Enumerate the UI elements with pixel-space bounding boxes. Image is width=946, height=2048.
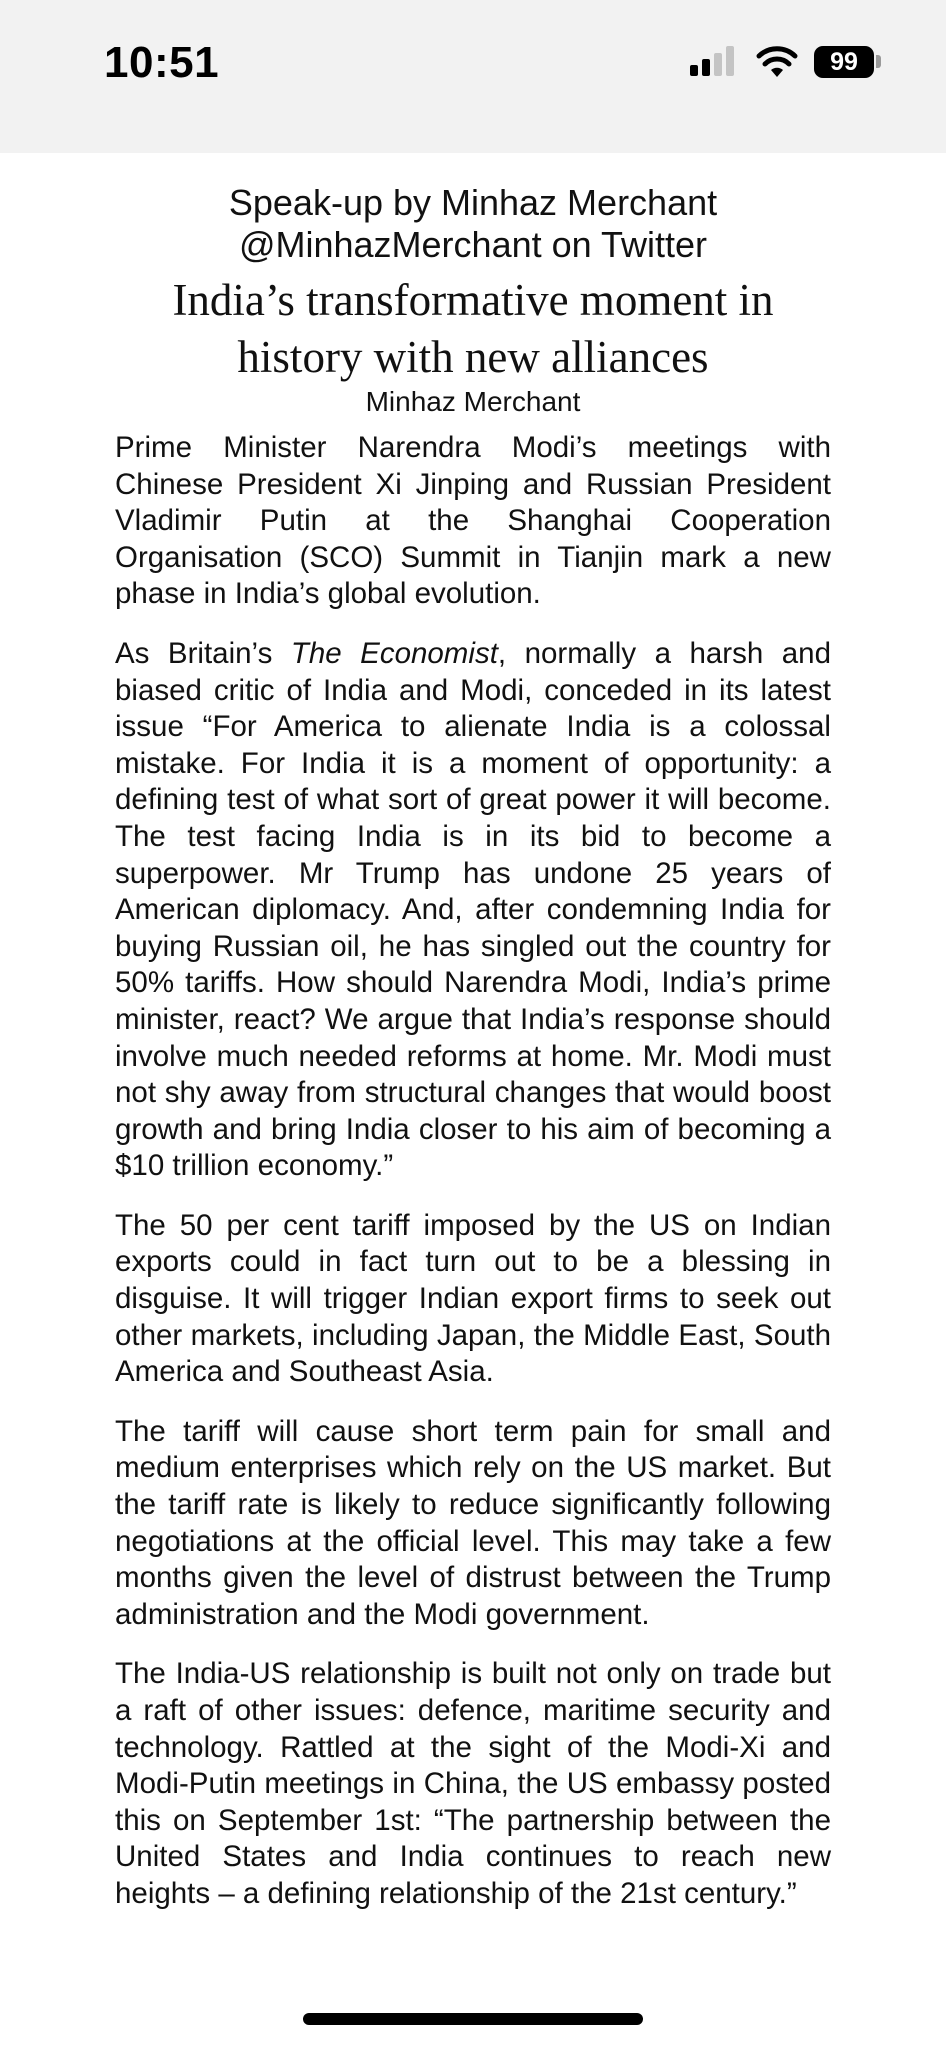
cellular-signal-icon	[690, 46, 738, 76]
battery-tip	[876, 55, 881, 68]
battery-icon: 99	[814, 46, 874, 78]
home-indicator[interactable]	[303, 2013, 643, 2025]
paragraph-5: The India-US relationship is built not only on trade but a raft of other issues: defence, maritime security and technology. Rattled at the sight of the Modi-Xi and Modi-Putin meetings in China, the US embassy posted this on September 1st: “The partnership between the United States and India continues to reach new heights – a defining relationship of the 21st century.”	[115, 1657, 831, 1910]
status-time: 10:51	[104, 38, 220, 87]
publication-name: The Economist	[290, 636, 498, 670]
twitter-handle: @MinhazMerchant on Twitter	[238, 224, 708, 265]
headline-line-2: history with new alliances	[237, 332, 709, 382]
paragraph-3: The 50 per cent tariff imposed by the US on Indian exports could in fact turn out to be a blessing in disguise. It will trigger Indian export firms to seek out other markets, including Japan, the Middle East, South America and Southeast Asia.	[115, 1208, 831, 1389]
headline-line-1: India’s transformative moment in	[172, 275, 774, 325]
headline	[115, 272, 831, 386]
paragraph-2-body: , normally a harsh and biased critic of India and Modi, conceded in its latest issue “For America to alienate India is a colossal mistake. For India it is a moment of opportunity: a defining test of what sort of great power it will become. The test facing India is in its bid to become a superpower. Mr Trump has undone 25 years of American diplomacy. And, after condemning India for buying Russian oil, he has singled out the country for 50% tariffs. How should Narendra Modi, India’s prime minister, react? We argue that India’s response should involve much needed reforms at home. Mr. Modi must not shy away from structural changes that would boost growth and bring India closer to his aim of becoming a $10 trillion economy.”	[115, 636, 831, 1183]
paragraph-4: The tariff will cause short term pain for small and medium enterprises which rely on the US market. But the tariff rate is likely to reduce significantly following negotiations at the official level. This may take a few months given the level of distrust between the Trump administration and the Modi government.	[115, 1414, 831, 1631]
wifi-icon	[756, 44, 798, 78]
article	[115, 182, 831, 1936]
byline: Minhaz Merchant	[365, 386, 581, 417]
paragraph-2-intro: As Britain’s	[115, 636, 291, 670]
status-bar	[0, 0, 946, 153]
paragraph-1: Prime Minister Narendra Modi’s meetings with Chinese President Xi Jinping and Russian President Vladimir Putin at the Shanghai Cooperation Organisation (SCO) Summit in Tianjin mark a new phase in India’s global evolution.	[115, 431, 831, 611]
column-title: Speak-up by Minhaz Merchant	[228, 182, 718, 223]
paragraph-2	[115, 636, 831, 1185]
